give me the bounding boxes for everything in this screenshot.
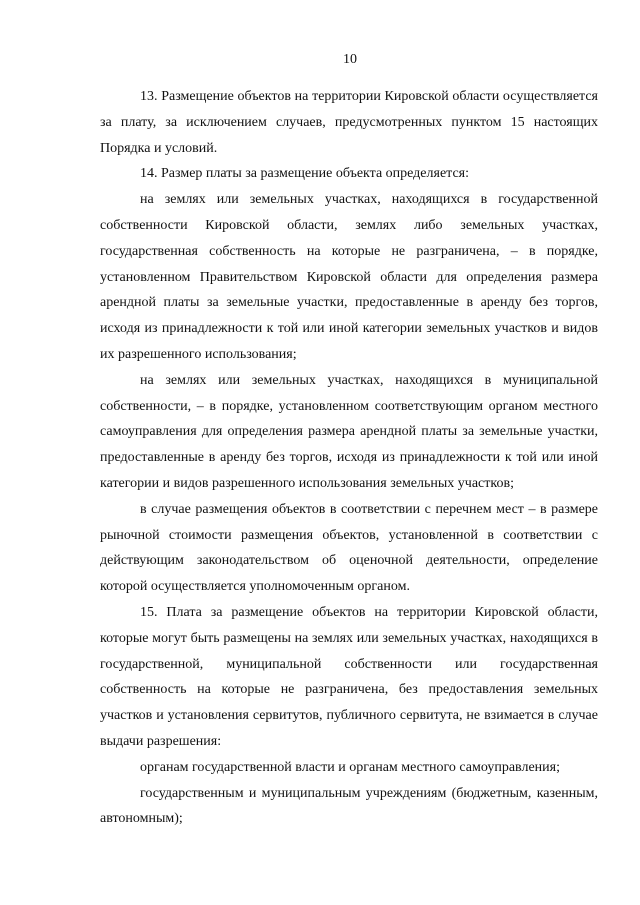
page-number: 10 <box>343 52 357 67</box>
paragraph-15: 15. Плата за размещение объектов на территории Кировской области, которые могут быть размещены на землях или земельных участках, находящихся в государственной, муниципальной собственности или государственная собственность на которые не разграничена, без предоставления земельных участков и установления сервитутов, публичного сервитута, не взимается в случае выдачи разрешения: <box>100 604 598 749</box>
paragraph-14: 14. Размер платы за размещение объекта определяется: <box>140 166 469 182</box>
paragraph-15-institutions: государственным и муниципальным учреждениям (бюджетным, казенным, автономным); <box>100 785 598 827</box>
paragraph-15-authorities: органам государственной власти и органам местного самоуправления; <box>140 759 560 775</box>
paragraph-14-market-value: в случае размещения объектов в соответствии с перечнем мест – в размере рыночной стоимости размещения объектов, установленной в соответствии с действующим законодательством об оценочной деятельности, определение которой осуществляется уполномоченным органом. <box>100 501 598 595</box>
paragraph-14-municipal-lands: на землях или земельных участках, находящихся в муниципальной собственности, – в порядке, установленном соответствующим органом местного самоуправления для определения размера арендной платы за земельные участки, предоставленные в аренду без торгов, исходя из принадлежности к той или иной категории и видов разрешенного использования земельных участков; <box>100 372 598 491</box>
document-body <box>100 84 598 832</box>
paragraph-13: 13. Размещение объектов на территории Кировской области осуществляется за плату, за исключением случаев, предусмотренных пунктом 15 настоящих Порядка и условий. <box>100 89 598 156</box>
paragraph-14-state-lands: на землях или земельных участках, находящихся в государственной собственности Кировской области, землях либо земельных участках, государственная собственность на которые не разграничена, – в порядке, установленном Правительством Кировской области для определения размера арендной платы за земельные участки, предоставленные в аренду без торгов, исходя из принадлежности к той или иной категории земельных участков и видов их разрешенного использования; <box>100 192 598 362</box>
